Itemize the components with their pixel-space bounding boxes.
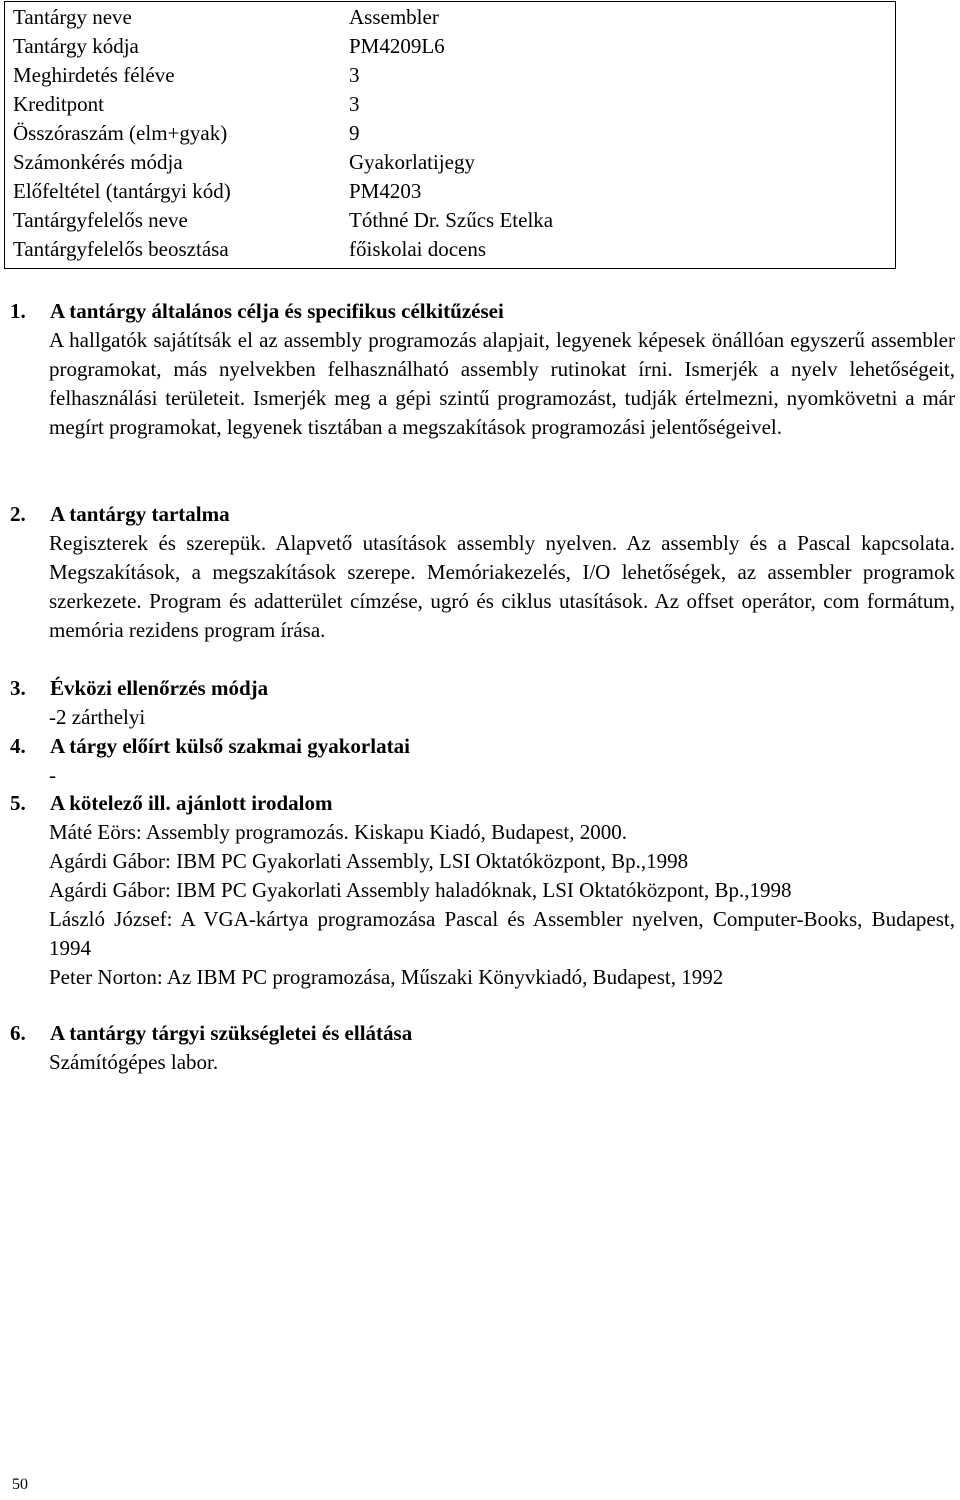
section-number: 5. — [10, 791, 26, 815]
section-content — [10, 500, 955, 645]
section-number: 1. — [10, 299, 26, 323]
section-heading — [10, 1019, 955, 1048]
section-title: A tantárgy általános célja és specifikus célkitűzései — [50, 299, 504, 323]
literature-item: Peter Norton: Az IBM PC programozása, Műszaki Könyvkiadó, Budapest, 1992 — [49, 965, 724, 989]
section-number: 2. — [10, 502, 26, 526]
section-title: A tantárgy tárgyi szükségletei és ellátása — [50, 1021, 413, 1045]
info-label: Tantárgy neve — [13, 5, 132, 29]
section-body: Regiszterek és szerepük. Alapvető utasítások assembly nyelven. Az assembly és a Pascal kapcsolata. Megszakítások, a megszakítások szerepe. Memóriakezelés, I/O lehetőségek, az assembler programok szerkezete. Program és adatterület címzése, ugró és ciklus utasítások. Az offset operátor, com formátum, memória rezidens program írása. — [49, 531, 955, 642]
section-title: Évközi ellenőrzés módja — [50, 676, 269, 700]
info-label: Kreditpont — [13, 92, 104, 116]
section-number: 3. — [10, 676, 26, 700]
section-heading — [10, 789, 955, 818]
info-label: Előfeltétel (tantárgyi kód) — [13, 179, 231, 203]
course-info-table — [4, 1, 896, 269]
literature-item: László József: A VGA-kártya programozása Pascal és Assembler nyelven, Computer-Books, Budapest, 1994 — [49, 907, 955, 960]
literature-item: Máté Eörs: Assembly programozás. Kiskapu Kiadó, Budapest, 2000. — [49, 820, 627, 844]
section-body: Számítógépes labor. — [49, 1050, 219, 1074]
section-goals — [10, 297, 955, 442]
section-body: A hallgatók sajátítsák el az assembly programozás alapjait, legyenek képesek önállóan egyszerű assembler programokat, más nyelvekben felhasználható assembly rutinokat írni. Ismerjék a nyelv lehetőségeit, felhasználási területeit. Ismerjék meg a gépi szintű programozást, tudják értelmezni, nyomkövetni a már megírt programokat, legyenek tisztában a megszakítások programozási jelentőségeivel. — [49, 328, 955, 439]
info-value: főiskolai docens — [349, 237, 487, 261]
section-body: - — [49, 763, 56, 787]
info-value: PM4203 — [349, 179, 422, 203]
section-title: A kötelező ill. ajánlott irodalom — [50, 791, 333, 815]
info-value: Gyakorlatijegy — [349, 150, 475, 174]
info-value: Tóthné Dr. Szűcs Etelka — [349, 208, 554, 232]
section-heading — [10, 674, 955, 703]
section-assessment — [10, 674, 955, 732]
section-practice — [10, 732, 955, 790]
page-number: 50 — [12, 1476, 28, 1493]
info-label: Tantárgyfelelős neve — [13, 208, 188, 232]
section-number: 6. — [10, 1021, 26, 1045]
info-label: Meghirdetés féléve — [13, 63, 175, 87]
info-value: 9 — [349, 121, 360, 145]
info-label: Összóraszám (elm+gyak) — [13, 121, 228, 145]
literature-item: Agárdi Gábor: IBM PC Gyakorlati Assembly haladóknak, LSI Oktatóközpont, Bp.,1998 — [49, 878, 792, 902]
section-equipment — [10, 1019, 955, 1077]
section-heading — [10, 732, 955, 761]
info-label: Számonkérés módja — [13, 150, 183, 174]
info-label: Tantárgyfelelős beosztása — [13, 237, 229, 261]
info-value: 3 — [349, 63, 360, 87]
info-value: 3 — [349, 92, 360, 116]
section-literature — [10, 789, 955, 992]
literature-item: Agárdi Gábor: IBM PC Gyakorlati Assembly, LSI Oktatóközpont, Bp.,1998 — [49, 849, 689, 873]
section-title: A tantárgy tartalma — [50, 502, 230, 526]
section-body: -2 zárthelyi — [49, 705, 146, 729]
info-value: Assembler — [349, 5, 439, 29]
info-value: PM4209L6 — [349, 34, 445, 58]
section-number: 4. — [10, 734, 26, 758]
info-label: Tantárgy kódja — [13, 34, 139, 58]
section-title: A tárgy előírt külső szakmai gyakorlatai — [50, 734, 410, 758]
section-heading — [10, 500, 955, 529]
section-heading — [10, 297, 955, 326]
